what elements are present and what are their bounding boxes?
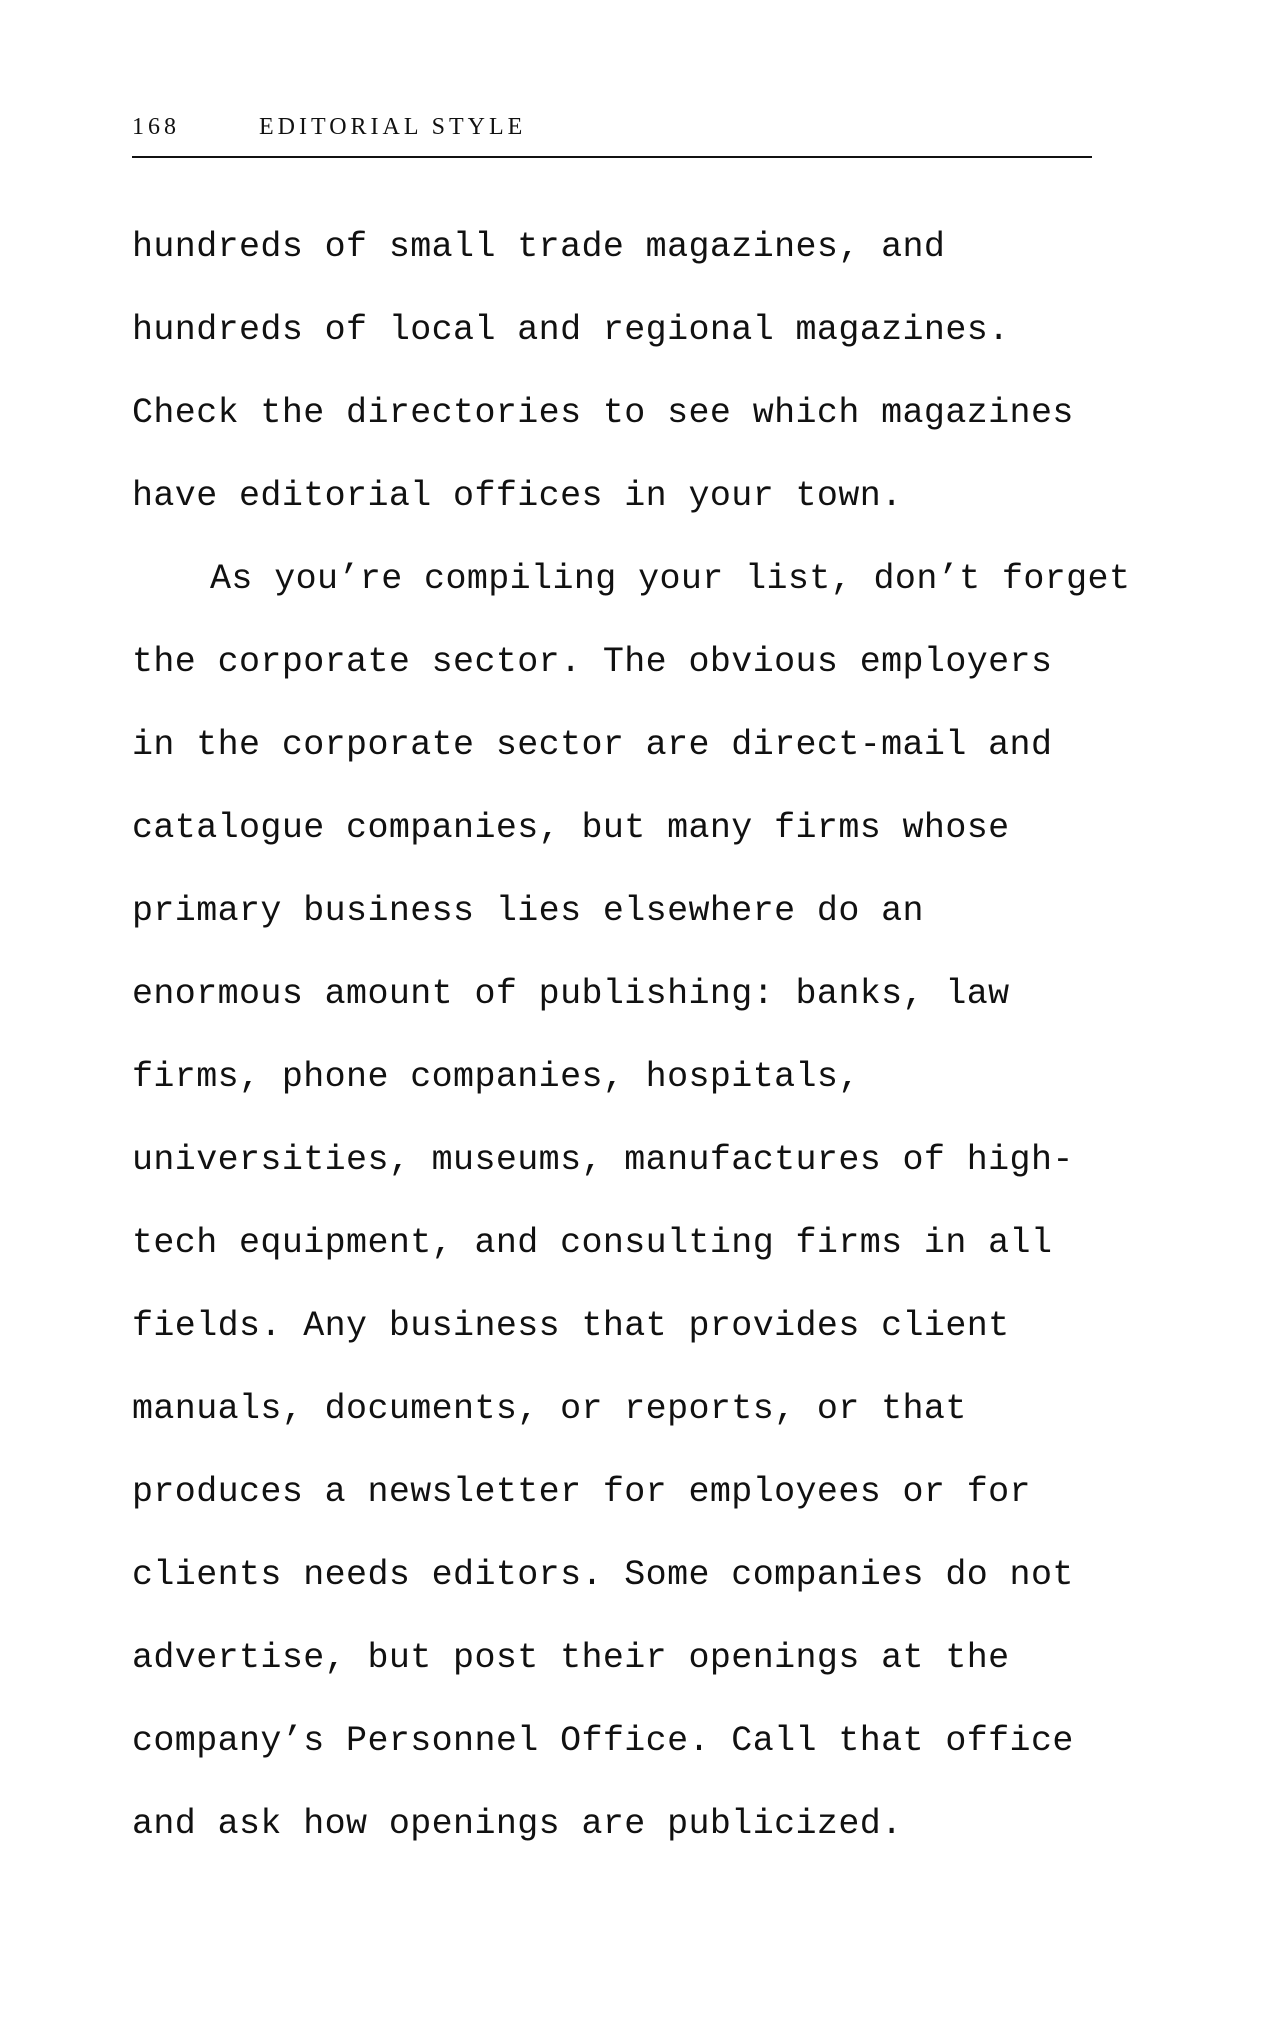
text-line: hundreds of local and regional magazines. [132,310,1010,350]
paragraph-first-line: As you’re compiling your list, don’t forget [210,559,1131,599]
text-line: fields. Any business that provides client [132,1306,1010,1346]
text-line: and ask how openings are publicized. [132,1804,903,1844]
text-line: catalogue companies, but many firms whose [132,808,1010,848]
text-line: produces a newsletter for employees or for [132,1472,1031,1512]
running-title: EDITORIAL STYLE [259,114,527,140]
text-line: advertise, but post their openings at the [132,1638,1010,1678]
text-line: hundreds of small trade magazines, and [132,227,946,267]
text-line: company’s Personnel Office. Call that office [132,1721,1074,1761]
text-line: universities, museums, manufactures of high- [132,1140,1074,1180]
text-line: firms, phone companies, hospitals, [132,1057,860,1097]
text-line: have editorial offices in your town. [132,476,903,516]
text-line: clients needs editors. Some companies do not [132,1555,1074,1595]
running-head [132,112,1092,158]
text-line: tech equipment, and consulting firms in all [132,1223,1053,1263]
text-line: Check the directories to see which magazines [132,393,1074,433]
body-text [132,221,1142,1881]
text-line: the corporate sector. The obvious employers [132,642,1053,682]
text-line: in the corporate sector are direct-mail and [132,725,1053,765]
text-line: primary business lies elsewhere do an [132,891,924,931]
page-number: 168 [132,114,180,140]
text-line: manuals, documents, or reports, or that [132,1389,967,1429]
text-line: enormous amount of publishing: banks, law [132,974,1010,1014]
